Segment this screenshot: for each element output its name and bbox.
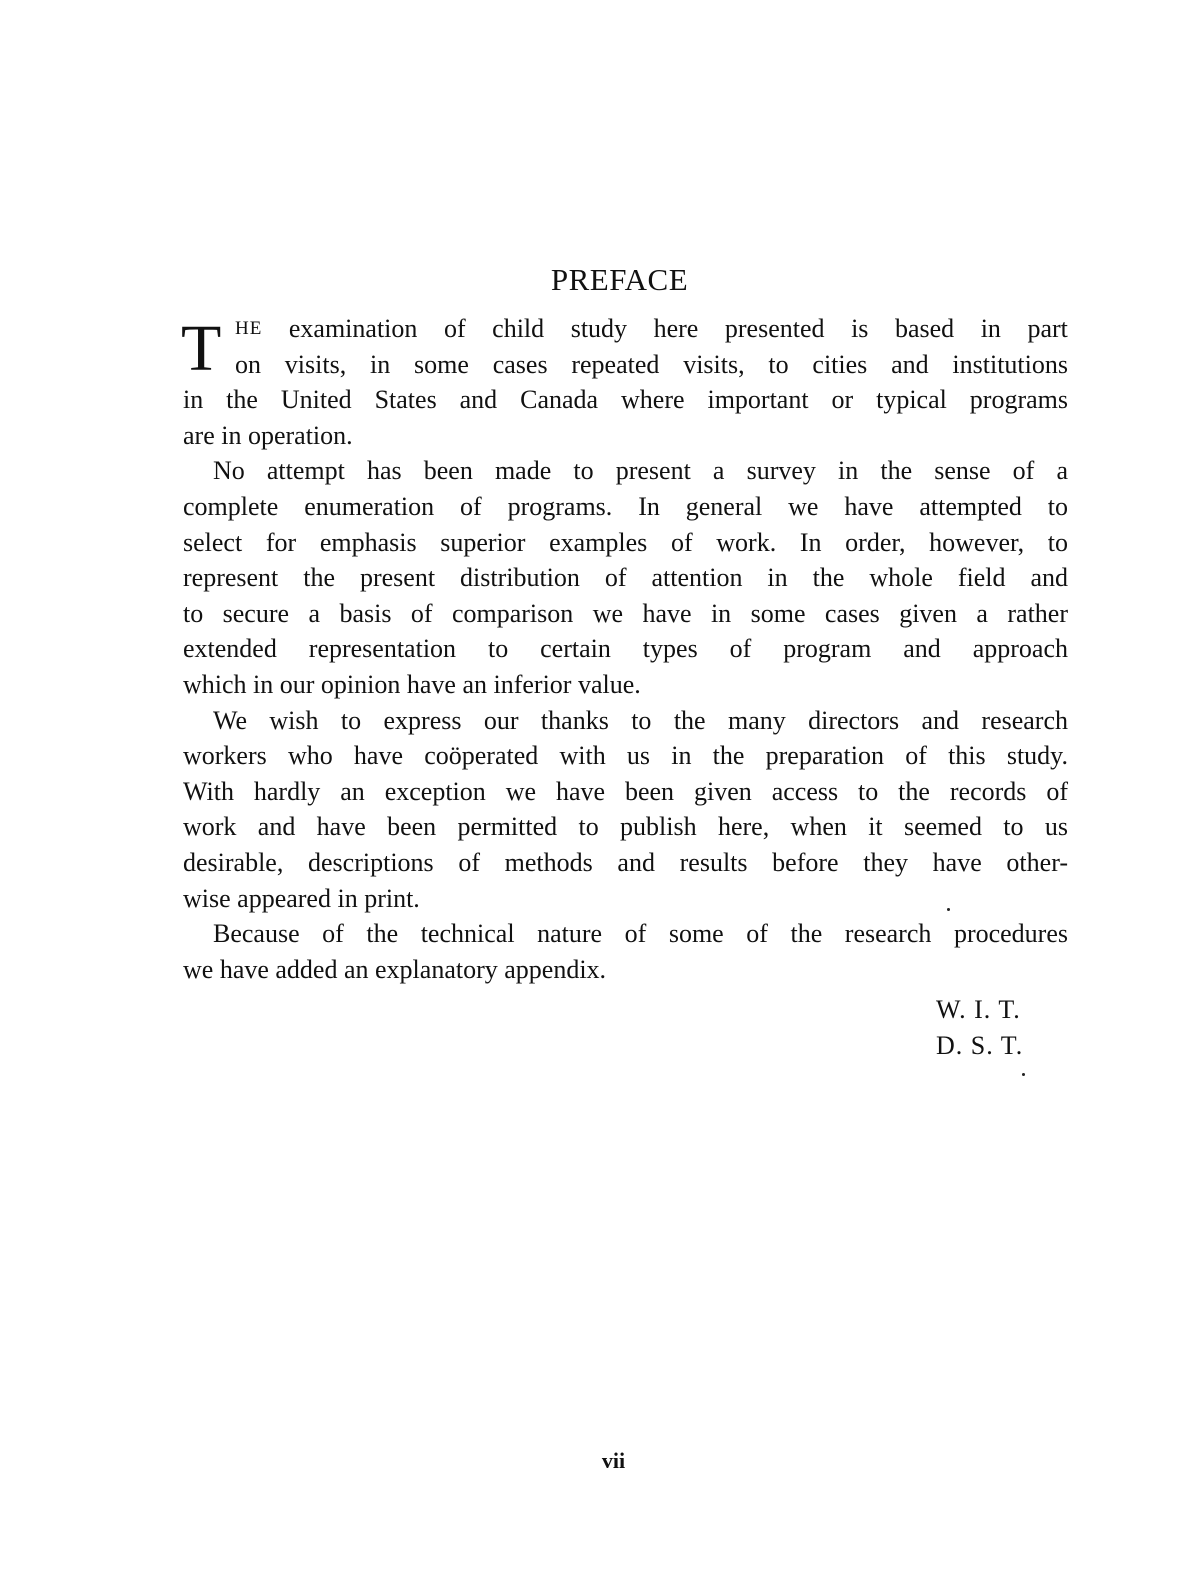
paragraph-line: represent the present distribution of attention in the whole field and bbox=[183, 563, 1068, 593]
paragraph-line: are in operation. bbox=[183, 420, 353, 450]
paragraph-3 bbox=[183, 703, 1068, 917]
preface-body bbox=[183, 311, 1068, 987]
paragraph-line: wise appeared in print. bbox=[183, 883, 420, 913]
paragraph-line: desirable, descriptions of methods and results before they have other- bbox=[183, 847, 1068, 877]
paragraph-line: complete enumeration of programs. In general we have attempted to bbox=[183, 491, 1068, 521]
word: is bbox=[851, 314, 869, 343]
paragraph-line: we have added an explanatory appendix. bbox=[183, 954, 607, 984]
word: child bbox=[492, 314, 545, 343]
paragraph-line: which in our opinion have an inferior value. bbox=[183, 669, 641, 699]
drop-cap: T bbox=[181, 312, 222, 385]
paragraph-line: select for emphasis superior examples of work. In order, however, to bbox=[183, 527, 1068, 557]
paragraph-1 bbox=[183, 311, 1068, 453]
paragraph-line: Because of the technical nature of some of the research procedures bbox=[213, 919, 1068, 949]
print-speck bbox=[947, 908, 950, 911]
paragraph-line: No attempt has been made to present a survey in the sense of a bbox=[213, 456, 1068, 486]
word: examination bbox=[288, 314, 418, 343]
paragraph-line: extended representation to certain types of program and approach bbox=[183, 634, 1068, 664]
word: based bbox=[894, 314, 955, 343]
paragraph-line: on visits, in some cases repeated visits, to cities and institutions bbox=[235, 349, 1068, 379]
signature-initials: W. I. T. bbox=[936, 995, 1021, 1024]
paragraph-line: work and have been permitted to publish here, when it seemed to us bbox=[183, 812, 1068, 842]
paragraph-line: workers who have coöperated with us in the preparation of this study. bbox=[183, 741, 1068, 771]
small-caps-word: HE bbox=[235, 318, 263, 339]
page-title: PREFACE bbox=[550, 262, 689, 297]
word: in bbox=[980, 314, 1001, 343]
paragraph-line bbox=[183, 311, 1068, 347]
paragraph-line: to secure a basis of comparison we have in some cases given a rather bbox=[183, 598, 1068, 628]
word: here bbox=[653, 314, 699, 343]
signature-block bbox=[936, 992, 1023, 1063]
paragraph-line: in the United States and Canada where important or typical programs bbox=[183, 385, 1068, 415]
word: study bbox=[570, 314, 628, 343]
paragraph-2 bbox=[183, 453, 1068, 702]
paragraph-line: We wish to express our thanks to the many directors and research bbox=[213, 705, 1068, 735]
print-speck bbox=[1022, 1073, 1025, 1076]
word: part bbox=[1027, 314, 1068, 343]
page-number: vii bbox=[601, 1448, 626, 1473]
paragraph-4 bbox=[183, 916, 1068, 987]
signature-initials: D. S. T. bbox=[936, 1030, 1024, 1060]
word: of bbox=[443, 314, 466, 343]
word: presented bbox=[724, 314, 825, 343]
paragraph-line: With hardly an exception we have been given access to the records of bbox=[183, 776, 1068, 806]
